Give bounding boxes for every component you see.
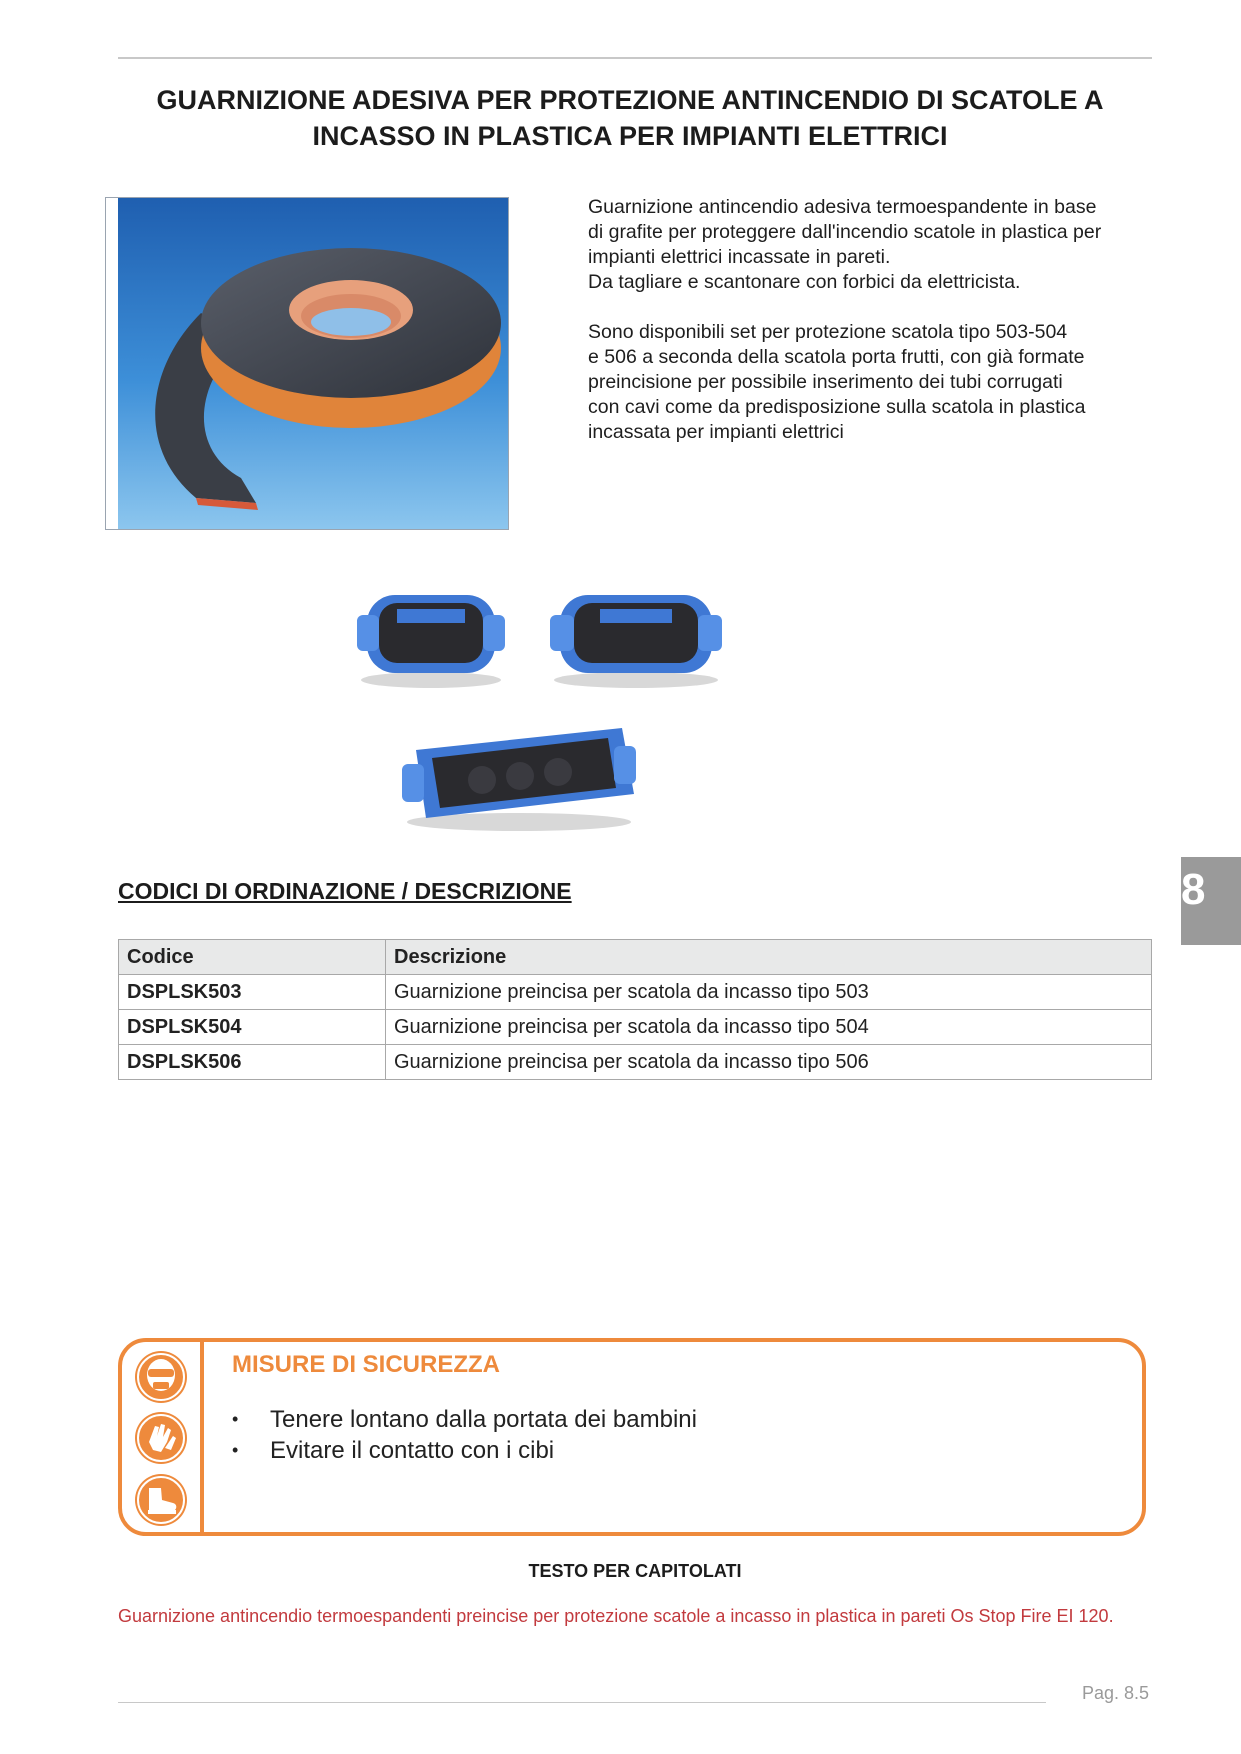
description-cell: Guarnizione preincisa per scatola da incasso tipo 503 bbox=[386, 975, 1152, 1010]
safety-heading: MISURE DI SICUREZZA bbox=[232, 1351, 501, 1378]
description-line: preincisione per possibile inserimento dei tubi corrugati bbox=[588, 371, 1063, 393]
table-row bbox=[119, 975, 1152, 1010]
description-line: con cavi come da predisposizione sulla scatola in plastica bbox=[588, 396, 1086, 418]
electrical-box-photo-503 bbox=[357, 585, 505, 690]
description-cell: Guarnizione preincisa per scatola da incasso tipo 504 bbox=[386, 1010, 1152, 1045]
product-description bbox=[588, 195, 1151, 470]
tape-roll-illustration bbox=[106, 198, 508, 529]
chapter-number: 8 bbox=[1181, 865, 1206, 914]
page-number: Pag. 8.5 bbox=[1082, 1683, 1150, 1703]
description-line: Da tagliare e scantonare con forbici da elettricista. bbox=[588, 271, 1021, 293]
code-cell: DSPLSK503 bbox=[119, 975, 386, 1010]
description-line: e 506 a seconda della scatola porta frutti, con già formate bbox=[588, 346, 1085, 368]
description-cell: Guarnizione preincisa per scatola da incasso tipo 506 bbox=[386, 1045, 1152, 1080]
code-cell: DSPLSK504 bbox=[119, 1010, 386, 1045]
column-header-description: Descrizione bbox=[386, 940, 1152, 975]
safety-boot-icon bbox=[135, 1474, 187, 1526]
description-line: impianti elettrici incassate in pareti. bbox=[588, 246, 891, 268]
list-item: • Evitare il contatto con i cibi bbox=[232, 1435, 697, 1466]
description-paragraph-2 bbox=[588, 320, 1151, 445]
code-cell: DSPLSK506 bbox=[119, 1045, 386, 1080]
electrical-box-photo-504 bbox=[550, 585, 722, 690]
page-title-line-1: GUARNIZIONE ADESIVA PER PROTEZIONE ANTINCENDIO DI SCATOLE A bbox=[156, 85, 1104, 115]
table-header-row bbox=[119, 940, 1152, 975]
description-line: incassata per impianti elettrici bbox=[588, 421, 844, 443]
ordering-codes-table bbox=[118, 939, 1152, 1080]
tape-roll-photo bbox=[105, 197, 509, 530]
safety-list bbox=[232, 1404, 697, 1466]
table-row bbox=[119, 1045, 1152, 1080]
page-title bbox=[110, 82, 1150, 154]
gloves-icon bbox=[135, 1412, 187, 1464]
footer-rule bbox=[118, 1702, 1046, 1703]
list-item: • Tenere lontano dalla portata dei bambini bbox=[232, 1404, 697, 1435]
spec-heading: TESTO PER CAPITOLATI bbox=[528, 1561, 742, 1581]
goggles-mask-icon bbox=[135, 1351, 187, 1403]
top-rule bbox=[118, 57, 1152, 59]
page-title-line-2: INCASSO IN PLASTICA PER IMPIANTI ELETTRICI bbox=[312, 121, 948, 151]
description-line: Guarnizione antincendio adesiva termoespandente in base bbox=[588, 196, 1097, 218]
electrical-box-photo-506 bbox=[402, 720, 636, 832]
description-line: di grafite per proteggere dall'incendio scatole in plastica per bbox=[588, 221, 1102, 243]
description-line: Sono disponibili set per protezione scatola tipo 503-504 bbox=[588, 321, 1068, 343]
table-row bbox=[119, 1010, 1152, 1045]
spec-text: Guarnizione antincendio termoespandenti preincise per protezione scatole a incasso in plastica in pareti Os Stop Fire EI 120. bbox=[118, 1606, 1114, 1626]
column-header-code: Codice bbox=[119, 940, 386, 975]
safety-box-divider bbox=[200, 1338, 204, 1536]
ordering-codes-heading: CODICI DI ORDINAZIONE / DESCRIZIONE bbox=[118, 878, 572, 904]
chapter-tab[interactable] bbox=[1181, 857, 1241, 945]
description-paragraph-1 bbox=[588, 195, 1151, 295]
